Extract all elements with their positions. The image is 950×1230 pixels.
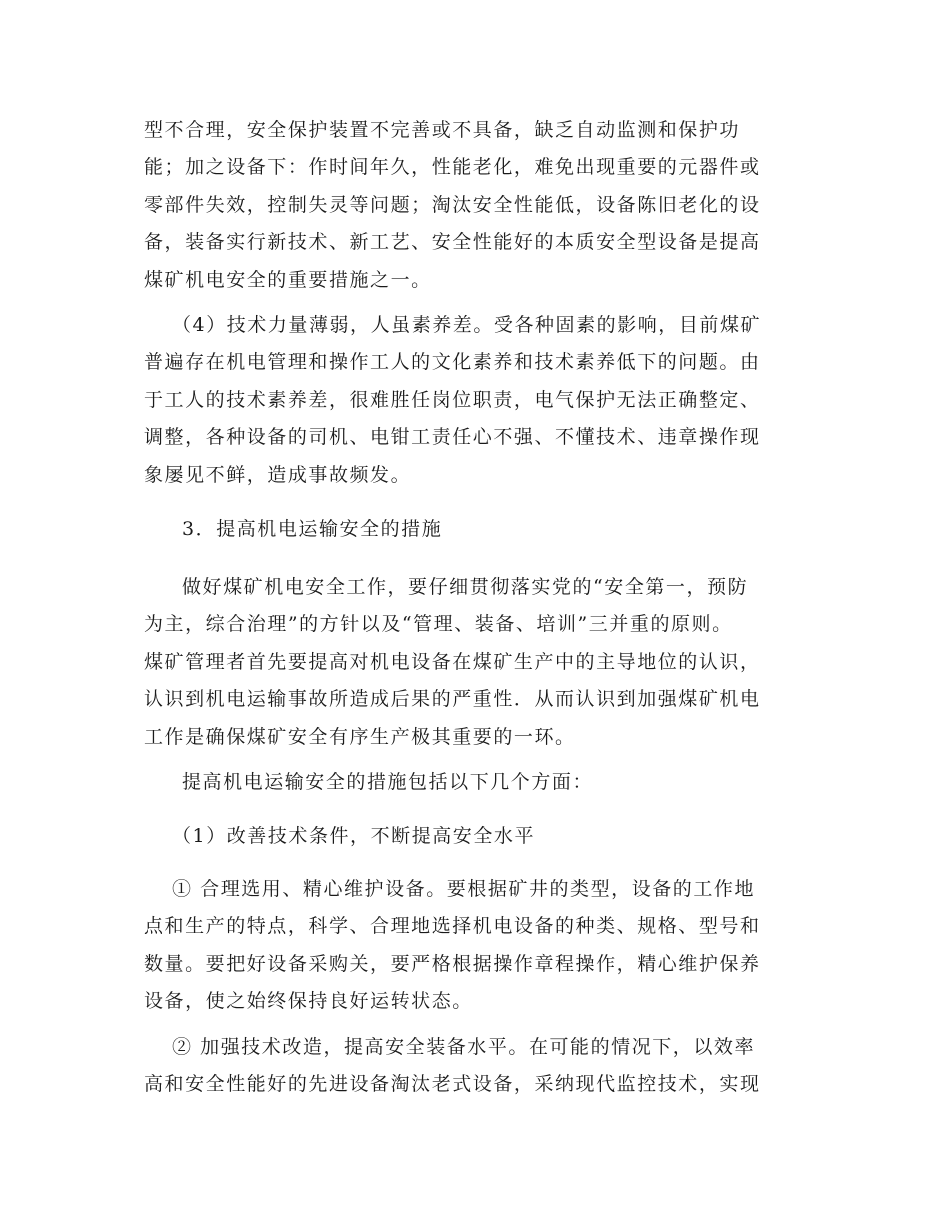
paragraph-safety-work	[144, 569, 814, 756]
paragraph-technical-upgrade	[144, 1029, 814, 1104]
section-heading	[144, 511, 814, 548]
paragraph-equipment-aging	[144, 112, 814, 299]
text-line: 工作是确保煤矿安全有序生产极其重要的一环。	[144, 725, 576, 748]
text-line: 高和安全性能好的先进设备淘汰老式设备，采纳现代监控技术，实现	[144, 1073, 761, 1096]
text-line: 象屡见不鲜，造成事故频发。	[144, 463, 412, 486]
text-line: 点和生产的特点，科学、合理地选择机电设备的种类、规格、型号和	[144, 915, 761, 938]
text-line: （1）改善技术条件，不断提高安全水平	[172, 825, 535, 847]
section-heading-text: 3．提高机电运输安全的措施	[182, 518, 443, 540]
text-line: 普遍存在机电管理和操作工人的文化素养和技术素养低下的问题。由	[144, 351, 761, 374]
text-line: ② 加强技术改造，提高安全装备水平。在可能的情况下，以效率	[172, 1036, 755, 1058]
text-line: 煤矿管理者首先要提高对机电设备在煤矿生产中的主导地位的认识，	[144, 650, 761, 673]
paragraph-technical-weakness	[144, 307, 814, 494]
text-line: 为主，综合治理”的方针以及“管理、装备、培训”三并重的原则。	[144, 613, 733, 636]
text-line: 煤矿机电安全的重要措施之一。	[144, 268, 432, 291]
text-line: （4）技术力量薄弱，人虽素养差。受各种固素的影响，目前煤矿	[172, 314, 762, 336]
subheading-improve-conditions	[144, 818, 814, 855]
text-line: 认识到机电运输事故所造成后果的严重性．从而认识到加强煤矿机电	[144, 688, 761, 711]
text-line: 做好煤矿机电安全工作，要仔细贯彻落实党的“安全第一，预防	[182, 576, 749, 598]
text-line: 调整，各种设备的司机、电钳工责任心不强、不懂技术、违章操作现	[144, 426, 761, 449]
text-line: 型不合理，安全保护装置不完善或不具备，缺乏自动监测和保护功	[144, 119, 740, 141]
text-line: ① 合理选用、精心维护设备。要根据矿井的类型，设备的工作地	[172, 878, 755, 900]
text-line: 能；加之设备下：作时间年久，性能老化，难免出现重要的元器件或	[144, 156, 761, 179]
text-line: 备，装备实行新技术、新工艺、安全性能好的本质安全型设备是提高	[144, 231, 761, 254]
text-line: 提高机电运输安全的措施包括以下几个方面：	[182, 771, 594, 793]
text-line: 零部件失效，控制失灵等问题；淘汰安全性能低，设备陈旧老化的设	[144, 193, 761, 216]
paragraph-equipment-selection	[144, 871, 814, 1021]
text-line: 设备，使之始终保持良好运转状态。	[144, 990, 473, 1013]
text-line: 数量。要把好设备采购关，要严格根据操作章程操作，精心维护保养	[144, 952, 761, 975]
paragraph-measures-intro	[144, 764, 814, 801]
text-line: 于工人的技术素养差，很难胜任岗位职责，电气保护无法正确整定、	[144, 388, 761, 411]
